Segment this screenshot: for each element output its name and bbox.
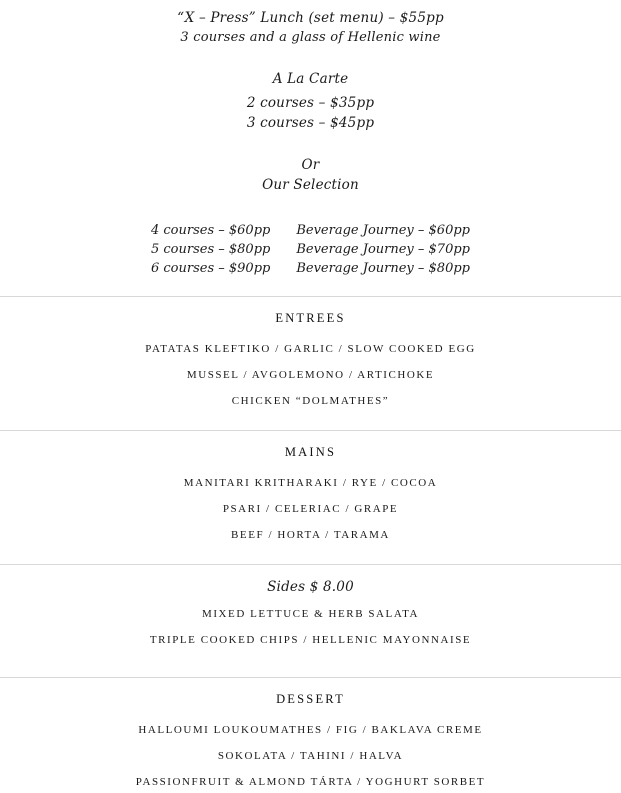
menu-item: HALLOUMI LOUKOUMATHES / FIG / BAKLAVA CREME: [138, 724, 483, 736]
or-spacer: [0, 133, 621, 155]
menu-item: PSARI / CELERIAC / GRAPE: [222, 503, 399, 515]
mains-heading-spacer: [0, 431, 621, 445]
mains-items-spacer: [0, 460, 621, 472]
entrees-items-spacer: [0, 326, 621, 338]
section-heading-dessert: DESSERT: [276, 692, 345, 706]
or-label: Or: [301, 157, 320, 173]
section-heading-sides: Sides $ 8.00: [267, 579, 354, 595]
dessert-heading-spacer: [0, 678, 621, 692]
express-lunch-detail: 3 courses and a glass of Hellenic wine: [180, 30, 441, 45]
section-heading-entrees: ENTREES: [275, 311, 346, 325]
menu-item: MIXED LETTUCE & HERB SALATA: [202, 608, 419, 620]
menu-item: MANITARI KRITHARAKI / RYE / COCOA: [183, 477, 438, 489]
menu-item: PASSIONFRUIT & ALMOND TÁRTA / YOGHURT SORBET: [135, 776, 486, 788]
beverage-journey-row: Beverage Journey – $60pp: [296, 223, 470, 238]
beverage-journey-row: Beverage Journey – $70pp: [296, 242, 470, 257]
menu-item: PATATAS KLEFTIKO / GARLIC / SLOW COOKED EGG: [145, 343, 476, 355]
tasting-courses-column: [151, 221, 270, 278]
sides-rule-spacer: [0, 546, 621, 564]
entrees-heading-spacer: [0, 297, 621, 311]
top-spacer: [0, 0, 621, 8]
menu-item: TRIPLE COOKED CHIPS / HELLENIC MAYONNAISE: [149, 634, 472, 646]
tasting-spacer: [0, 195, 621, 221]
alacarte-option-3-courses: 3 courses – $45pp: [246, 115, 375, 131]
mains-rule-spacer: [0, 412, 621, 430]
dessert-items-spacer: [0, 707, 621, 719]
section-heading-mains: MAINS: [284, 445, 337, 459]
menu-item: SOKOLATA / TAHINI / HALVA: [217, 750, 404, 762]
dessert-rule-spacer: [0, 651, 621, 677]
alacarte-spacer: [0, 47, 621, 69]
tasting-menu-table: [0, 221, 621, 278]
alacarte-option-2-courses: 2 courses – $35pp: [246, 95, 375, 111]
tasting-course-row: 6 courses – $90pp: [150, 261, 271, 276]
menu-item: MUSSEL / AVGOLEMONO / ARTICHOKE: [186, 369, 435, 381]
beverage-journey-row: Beverage Journey – $80pp: [296, 261, 470, 276]
entrees-rule-spacer: [0, 278, 621, 296]
our-selection-title: Our Selection: [262, 177, 359, 193]
alacarte-title: A La Carte: [272, 71, 349, 87]
menu-item: CHICKEN “DOLMATHES”: [231, 395, 390, 407]
tasting-course-row: 5 courses – $80pp: [150, 242, 271, 257]
menu-item: BEEF / HORTA / TARAMA: [231, 529, 390, 541]
express-lunch-line: “X – Press” Lunch (set menu) – $55pp: [177, 10, 444, 26]
tasting-course-row: 4 courses – $60pp: [150, 223, 271, 238]
sides-heading-spacer: [0, 565, 621, 577]
tasting-beverage-column: [296, 221, 470, 278]
